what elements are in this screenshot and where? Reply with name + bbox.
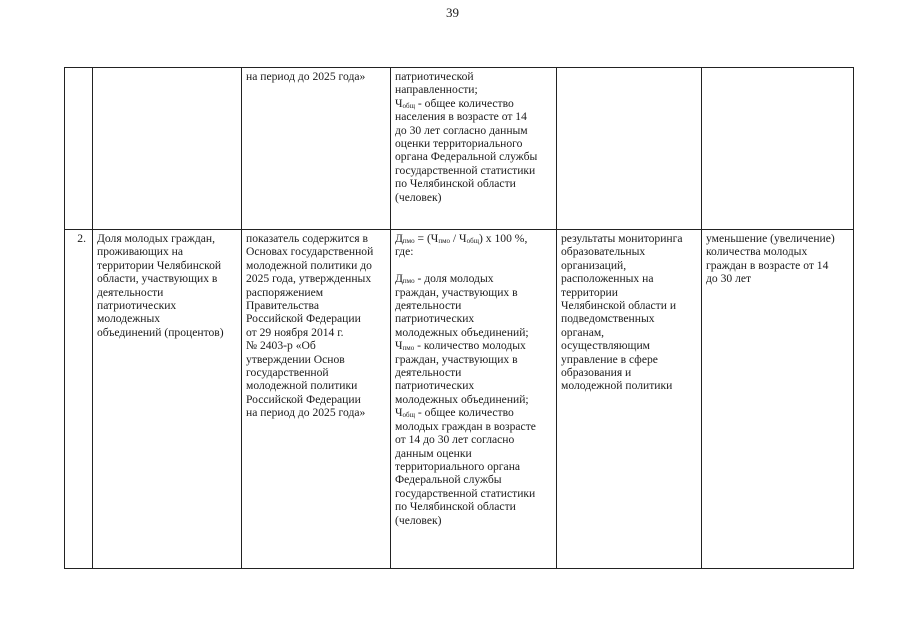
formula-text: молодых граждан в возрасте xyxy=(395,419,536,433)
cell-line: расположенных на xyxy=(561,272,654,286)
row-number-cell xyxy=(65,68,93,230)
formula-text: граждан, участвующих в xyxy=(395,352,518,366)
formula-subscript: пмо xyxy=(402,344,415,353)
formula-text: граждан, участвующих в xyxy=(395,285,518,299)
formula-line xyxy=(395,259,553,272)
formula-text: государственной статистики xyxy=(395,163,536,177)
formula-text: деятельности xyxy=(395,366,462,380)
formula-text: Д xyxy=(395,232,403,245)
cell-line: патриотических xyxy=(97,299,177,313)
cell-line: граждан в возрасте от 14 xyxy=(706,258,829,272)
formula-text: населения в возрасте от 14 xyxy=(395,110,527,124)
formula-line xyxy=(395,97,553,110)
formula-text: по Челябинской области xyxy=(395,500,516,514)
formula-text: направленности; xyxy=(395,83,478,97)
formula-line xyxy=(395,286,553,299)
formula-line xyxy=(395,487,553,500)
cell-line: № 2403-р «Об xyxy=(246,339,316,353)
formula-line xyxy=(395,420,553,433)
formula-line xyxy=(395,379,553,392)
cell-line: от 29 ноября 2014 г. xyxy=(246,325,344,339)
cell-line: Доля молодых граждан, xyxy=(97,232,216,245)
formula-text: патриотической xyxy=(395,70,474,83)
formula-line xyxy=(395,137,553,150)
formula-line xyxy=(395,366,553,379)
data-source-cell xyxy=(557,230,702,569)
formula-line xyxy=(395,473,553,486)
formula-text: Федеральной службы xyxy=(395,473,502,487)
formula-text: деятельности xyxy=(395,299,462,313)
formula-line xyxy=(395,272,553,285)
formula-line xyxy=(395,326,553,339)
cell-line: объединений (процентов) xyxy=(97,325,224,339)
formula-text: государственной статистики xyxy=(395,486,536,500)
formula-text: Д xyxy=(395,272,403,286)
cell-line: Правительства xyxy=(246,299,319,313)
cell-line: молодежных xyxy=(97,312,161,326)
formula-subscript: общ xyxy=(402,411,415,420)
formula-text: - доля молодых xyxy=(414,272,494,286)
formula-line xyxy=(395,245,553,258)
trend-cell xyxy=(702,68,854,230)
table-row xyxy=(65,230,854,569)
formula-line xyxy=(395,164,553,177)
formula-subscript: пмо xyxy=(438,237,451,245)
row-number-cell xyxy=(65,230,93,569)
cell-line: результаты мониторинга xyxy=(561,232,683,245)
formula-line xyxy=(395,312,553,325)
cell-line: Челябинской области и xyxy=(561,299,677,313)
indicator-source-cell xyxy=(242,68,391,230)
formula-line xyxy=(395,124,553,137)
formula-text: оценки территориального xyxy=(395,137,523,151)
indicator-name-cell xyxy=(93,68,242,230)
cell-line: образования и xyxy=(561,366,632,380)
formula-text: молодежных объединений; xyxy=(395,325,529,339)
table-row xyxy=(65,68,854,230)
cell-line: распоряжением xyxy=(246,285,324,299)
row-number: 2. xyxy=(77,232,86,245)
formula-cell xyxy=(391,230,557,569)
formula-line xyxy=(395,83,553,96)
formula-text: органа Федеральной службы xyxy=(395,150,538,164)
formula-text: (человек) xyxy=(395,190,442,204)
formula-cell xyxy=(391,68,557,230)
formula-subscript: общ xyxy=(402,101,415,110)
formula-line xyxy=(395,460,553,473)
formula-text: - общее количество xyxy=(415,406,514,420)
formula-line xyxy=(395,70,553,83)
cell-line: молодежной политики до xyxy=(246,258,372,272)
indicator-source-cell xyxy=(242,230,391,569)
data-source-cell xyxy=(557,68,702,230)
formula-text: - общее количество xyxy=(415,96,514,110)
formula-text: где: xyxy=(395,245,414,259)
indicator-name-cell xyxy=(93,230,242,569)
formula-text: Ч xyxy=(395,96,403,110)
cell-line: до 30 лет xyxy=(706,272,752,286)
formula-text: молодежных объединений; xyxy=(395,392,529,406)
formula-line xyxy=(395,150,553,163)
formula-text: данным оценки xyxy=(395,446,472,460)
cell-line: организаций, xyxy=(561,258,627,272)
cell-line: проживающих на xyxy=(97,245,184,259)
formula-line xyxy=(395,406,553,419)
cell-line: показатель содержится в xyxy=(246,232,368,245)
formula-subscript: общ xyxy=(466,237,480,245)
formula-text: (человек) xyxy=(395,513,442,527)
cell-line: количества молодых xyxy=(706,245,808,259)
cell-line: молодежной политики xyxy=(561,379,673,393)
formula-text: Ч xyxy=(395,406,403,420)
cell-line: деятельности xyxy=(97,285,164,299)
cell-line: Российской Федерации xyxy=(246,392,361,406)
cell-line: 2025 года, утвержденных xyxy=(246,272,372,286)
formula-line xyxy=(395,339,553,352)
formula-text: - количество молодых xyxy=(414,339,526,353)
formula-line xyxy=(395,110,553,123)
formula-subscript: пмо xyxy=(402,237,415,245)
formula-line xyxy=(395,393,553,406)
formula-line xyxy=(395,514,553,527)
cell-line: Российской Федерации xyxy=(246,312,361,326)
formula-text: по Челябинской области xyxy=(395,177,516,191)
cell-line: территории xyxy=(561,285,618,299)
trend-cell xyxy=(702,230,854,569)
formula-line xyxy=(395,191,553,204)
cell-line: образовательных xyxy=(561,245,646,259)
cell-line: уменьшение (увеличение) xyxy=(706,232,835,245)
formula-line xyxy=(395,433,553,446)
formula-text: от 14 до 30 лет согласно xyxy=(395,433,515,447)
formula-text: территориального органа xyxy=(395,459,521,473)
cell-line: на период до 2025 года» xyxy=(246,406,366,420)
cell-line: на период до 2025 года» xyxy=(246,70,366,83)
formula-line xyxy=(395,447,553,460)
cell-line: осуществляющим xyxy=(561,339,651,353)
cell-line: подведомственных xyxy=(561,312,655,326)
cell-line: Основах государственной xyxy=(246,245,374,259)
page-number: 39 xyxy=(446,5,459,20)
cell-line: территории Челябинской xyxy=(97,258,222,272)
formula-line xyxy=(395,232,553,245)
formula-text: до 30 лет согласно данным xyxy=(395,123,528,137)
cell-line: управление в сфере xyxy=(561,352,658,366)
indicator-table xyxy=(64,67,854,569)
formula-line xyxy=(395,500,553,513)
formula-text: = (Ч xyxy=(414,232,439,245)
formula-text: патриотических xyxy=(395,312,475,326)
cell-line: государственной xyxy=(246,366,329,380)
formula-text: патриотических xyxy=(395,379,475,393)
formula-text: ) х 100 %, xyxy=(479,232,528,245)
formula-line xyxy=(395,177,553,190)
cell-line: органам, xyxy=(561,325,605,339)
cell-line: области, участвующих в xyxy=(97,272,218,286)
cell-line: утверждении Основ xyxy=(246,352,345,366)
formula-text: Ч xyxy=(395,339,403,353)
cell-line: молодежной политики xyxy=(246,379,358,393)
formula-text: / Ч xyxy=(450,232,467,245)
formula-line xyxy=(395,299,553,312)
formula-subscript: пмо xyxy=(402,277,415,286)
formula-line xyxy=(395,353,553,366)
